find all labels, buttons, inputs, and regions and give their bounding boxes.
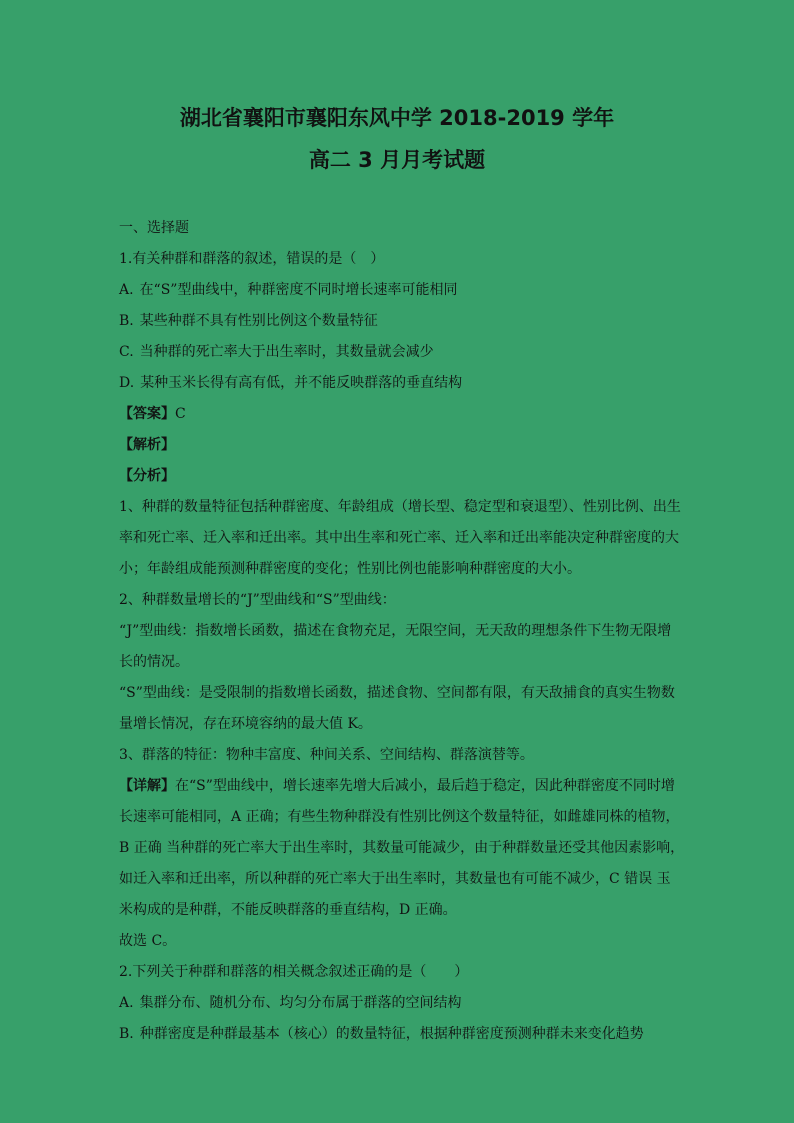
fenxi-paragraph-1: 1、种群的数量特征包括种群密度、年龄组成（增长型、稳定型和衰退型）、性别比例、出生 率和死亡率、迁入率和迁出率。其中出生率和死亡率、迁入率和迁出率能决定种群密度的大 小；年龄组成能预测种群密度的变化；性别比例也能影响种群密度的大小。 [119,499,681,577]
fenxi-label: 【分析】 [119,468,175,484]
detail-paragraph: 【详解】在“S”型曲线中，增长速率先增大后减小，最后趋于稳定，因此种群密度不同时增 长速率可能相同，A 正确；有些生物种群没有性别比例这个数量特征，如雌雄同株的植物， B 正确 当种群的死亡率大于出生率时，其数量可能减少，由于种群数量还受其他因素影响， 如迁入率和迁出率，所以种群的死亡率大于出生率时，其数量也有可能不减少，C 错误 玉 米构成的是种群，不能反映群落的垂直结构，D 正确。 [119,778,685,918]
question-1-stem: 1.有关种群和群落的叙述，错误的是（ ） [119,251,385,267]
analysis-label: 【解析】 [119,437,175,453]
title-line-2: 高二 3 月月考试题 [308,148,486,172]
question-1-option-a: A. 在“S”型曲线中，种群密度不同时增长速率可能相同 [119,282,458,298]
answer-value: C [175,406,186,422]
question-1-option-d: D. 某种玉米长得有高有低，并不能反映群落的垂直结构 [119,375,463,391]
answer-label: 【答案】 [119,406,175,422]
question-2-stem: 2.下列关于种群和群落的相关概念叙述正确的是（ ） [119,964,469,980]
fenxi-paragraph-2: 2、种群数量增长的“J”型曲线和“S”型曲线： [119,592,396,608]
document-body [119,213,685,1050]
title-line-1: 湖北省襄阳市襄阳东风中学 2018-2019 学年 [179,106,615,130]
fenxi-paragraph-5: 3、群落的特征：物种丰富度、种间关系、空间结构、群落演替等。 [119,747,534,763]
question-2-option-a: A. 集群分布、随机分布、均匀分布属于群落的空间结构 [119,995,462,1011]
fenxi-paragraph-3: “J”型曲线：指数增长函数，描述在食物充足，无限空间，无天敌的理想条件下生物无限增 长的情况。 [119,623,672,670]
question-1-option-b: B. 某些种群不具有性别比例这个数量特征 [119,313,378,329]
detail-label: 【详解】 [119,778,175,794]
conclusion: 故选 C。 [119,933,177,949]
question-2-option-b: B. 种群密度是种群最基本（核心）的数量特征，根据种群密度预测种群未来变化趋势 [119,1026,644,1042]
question-1-option-c: C. 当种群的死亡率大于出生率时，其数量就会减少 [119,344,434,360]
section-heading: 一、选择题 [119,220,189,236]
fenxi-paragraph-4: “S”型曲线：是受限制的指数增长函数，描述食物、空间都有限，有天敌捕食的真实生物数 量增长情况，存在环境容纳的最大值 K。 [119,685,675,732]
answer-line [119,399,679,430]
